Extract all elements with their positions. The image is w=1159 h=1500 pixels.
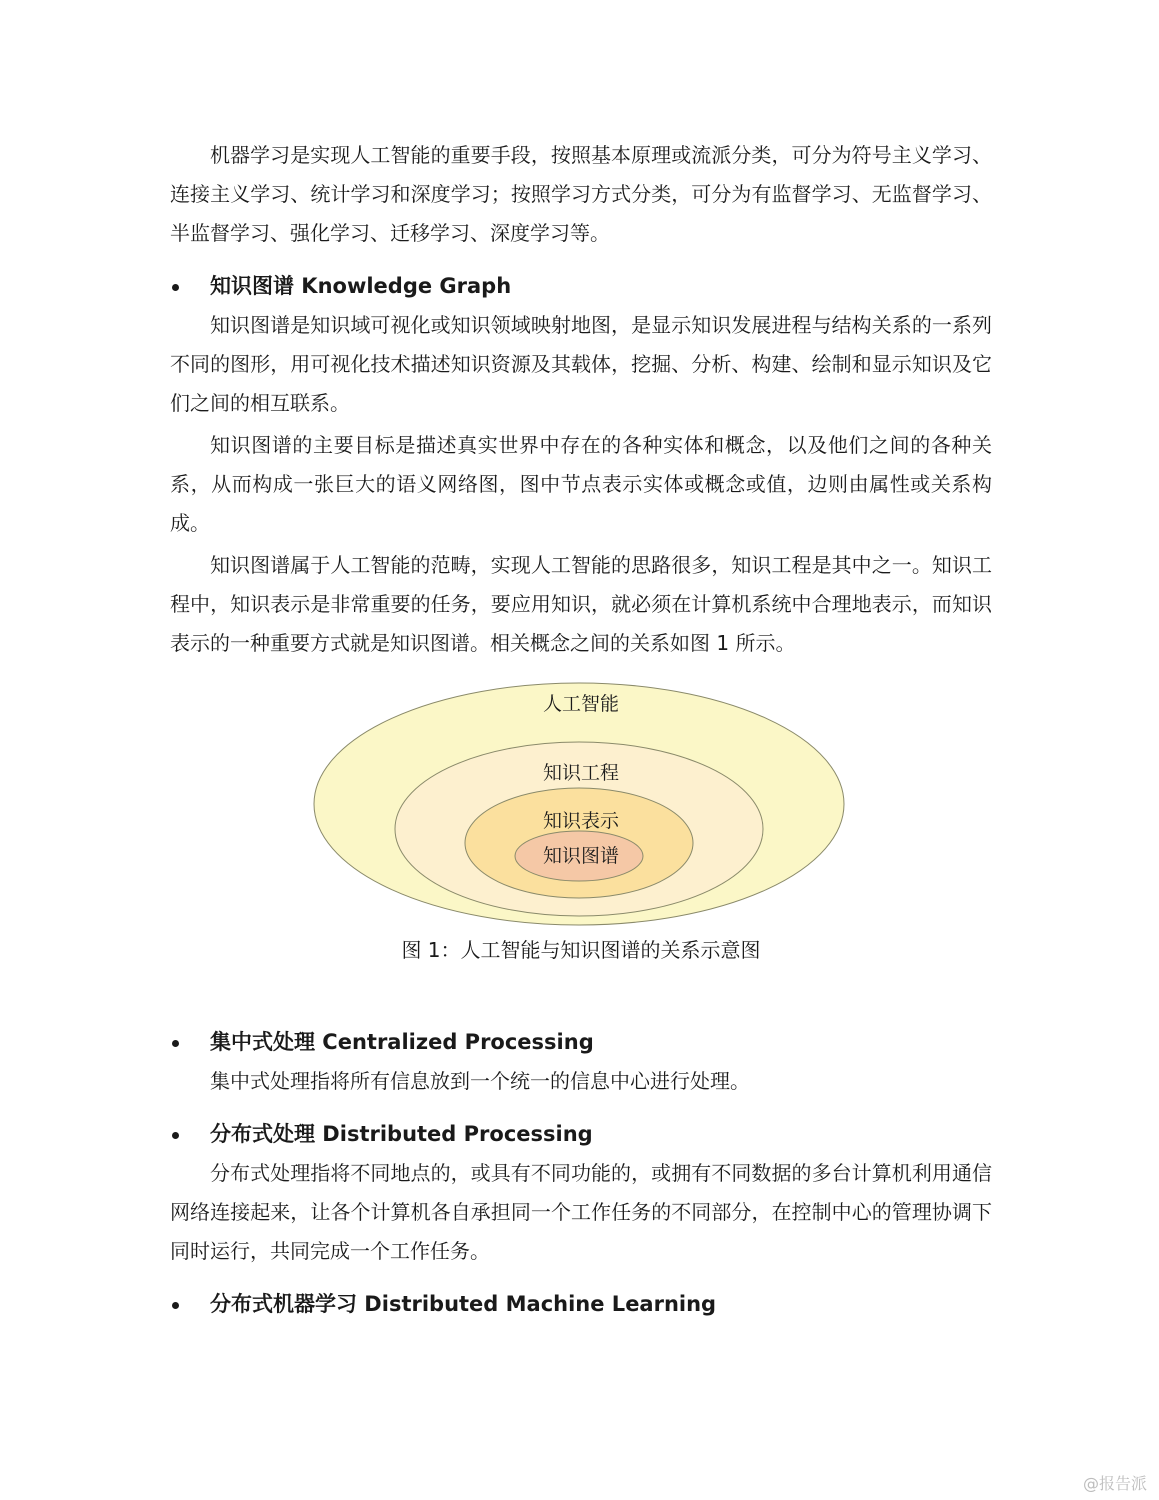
bullet-icon bbox=[170, 267, 210, 306]
section-heading-text: 集中式处理 Centralized Processing bbox=[210, 1030, 594, 1054]
section-distributed-ml bbox=[170, 1285, 992, 1324]
intro-paragraph: 机器学习是实现人工智能的重要手段，按照基本原理或流派分类，可分为符号主义学习、连接主义学习、统计学习和深度学习；按照学习方式分类，可分为有监督学习、无监督学习、半监督学习、强化学习、迁移学习、深度学习等。 bbox=[170, 143, 992, 245]
bullet-icon bbox=[170, 1285, 210, 1324]
document-body bbox=[170, 136, 992, 1324]
bullet-icon bbox=[170, 1115, 210, 1154]
section-knowledge-graph bbox=[170, 267, 992, 663]
section-heading-text: 分布式处理 Distributed Processing bbox=[210, 1122, 593, 1146]
section-heading-text: 知识图谱 Knowledge Graph bbox=[210, 274, 512, 298]
paragraph: 知识图谱的主要目标是描述真实世界中存在的各种实体和概念，以及他们之间的各种关系，从而构成一张巨大的语义网络图，图中节点表示实体或概念或值，边则由属性或关系构成。 bbox=[170, 433, 992, 535]
bullet-icon bbox=[170, 1023, 210, 1062]
figure-caption: 图 1：人工智能与知识图谱的关系示意图 bbox=[401, 938, 761, 962]
ring-label-knowledge-engineering: 知识工程 bbox=[542, 762, 619, 784]
section-heading bbox=[170, 1023, 992, 1062]
section-distributed-processing bbox=[170, 1115, 992, 1271]
section-heading bbox=[170, 1285, 992, 1324]
section-heading-text: 分布式机器学习 Distributed Machine Learning bbox=[210, 1292, 717, 1316]
concept-nesting-diagram bbox=[170, 679, 992, 929]
paragraph: 分布式处理指将不同地点的，或具有不同功能的，或拥有不同数据的多台计算机利用通信网络连接起来，让各个计算机各自承担同一个工作任务的不同部分，在控制中心的管理协调下同时运行，共同完成一个工作任务。 bbox=[170, 1161, 992, 1263]
nested-ellipses bbox=[170, 679, 992, 929]
watermark: @报告派 bbox=[1082, 1474, 1147, 1493]
ring-label-knowledge-representation: 知识表示 bbox=[542, 810, 619, 832]
section-centralized-processing bbox=[170, 1023, 992, 1101]
paragraph: 知识图谱是知识域可视化或知识领域映射地图，是显示知识发展进程与结构关系的一系列不同的图形，用可视化技术描述知识资源及其载体，挖掘、分析、构建、绘制和显示知识及它们之间的相互联系。 bbox=[170, 313, 992, 415]
ring-label-ai: 人工智能 bbox=[542, 693, 619, 715]
paragraph: 集中式处理指将所有信息放到一个统一的信息中心进行处理。 bbox=[210, 1069, 750, 1093]
ring-label-knowledge-graph: 知识图谱 bbox=[542, 845, 619, 867]
paragraph: 知识图谱属于人工智能的范畴，实现人工智能的思路很多，知识工程是其中之一。知识工程中，知识表示是非常重要的任务，要应用知识，就必须在计算机系统中合理地表示，而知识表示的一种重要方式就是知识图谱。相关概念之间的关系如图 1 所示。 bbox=[170, 553, 992, 655]
section-heading bbox=[170, 267, 992, 306]
section-heading bbox=[170, 1115, 992, 1154]
